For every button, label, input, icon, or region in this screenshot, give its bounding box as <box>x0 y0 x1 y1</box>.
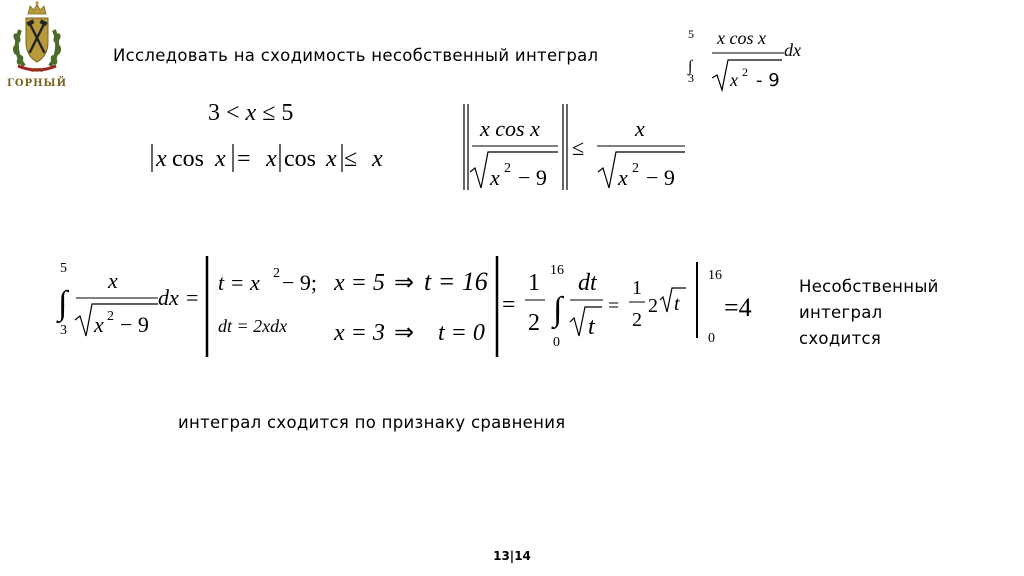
sqrt-icon <box>660 288 686 312</box>
svg-text:=: = <box>237 146 251 172</box>
logo-label: ГОРНЫЙ <box>6 78 68 89</box>
page-number: 13|14 <box>493 549 531 563</box>
differential: dx <box>784 40 801 60</box>
top-integral <box>687 27 801 91</box>
conclusion-text <box>799 274 939 352</box>
integral-sign-icon: ∫ <box>688 58 693 75</box>
bounds-line <box>208 100 293 126</box>
svg-text:2: 2 <box>504 161 511 176</box>
svg-text:t: t <box>588 314 595 340</box>
integral-sign-icon: ∫ <box>58 285 68 322</box>
svg-text:1: 1 <box>528 270 540 296</box>
svg-text:2: 2 <box>632 161 639 176</box>
numerator: x cos x <box>717 28 766 48</box>
conclusion-line: сходится <box>799 329 882 348</box>
svg-text:⇒: ⇒ <box>394 320 415 346</box>
svg-text:x: x <box>215 146 226 172</box>
svg-text:x: x <box>94 312 104 337</box>
radicand: x <box>730 70 738 90</box>
minus-term: - 9 <box>756 70 780 91</box>
svg-text:x: x <box>618 165 628 190</box>
svg-text:2: 2 <box>632 309 642 331</box>
svg-text:3 < x ≤ 5: 3 < x ≤ 5 <box>208 100 294 126</box>
svg-text:0: 0 <box>553 335 560 350</box>
svg-text:dx: dx <box>158 285 179 310</box>
svg-text:≤: ≤ <box>344 146 358 172</box>
svg-text:0: 0 <box>708 331 715 346</box>
svg-text:x: x <box>326 146 337 172</box>
lower-limit: 3 <box>688 71 694 85</box>
svg-text:2: 2 <box>648 295 658 317</box>
svg-text:2: 2 <box>273 266 280 281</box>
svg-text:− 9: − 9 <box>518 165 547 190</box>
svg-text:− 9: − 9 <box>120 312 149 337</box>
svg-text:x: x <box>266 146 277 172</box>
svg-text:t = x: t = x <box>218 270 260 295</box>
svg-text:cos: cos <box>284 146 316 172</box>
svg-text:x cos x: x cos x <box>480 116 540 141</box>
inequality <box>464 104 685 190</box>
svg-text:x = 5: x = 5 <box>334 270 385 296</box>
svg-text:=4: =4 <box>724 293 752 322</box>
upper-limit: 5 <box>688 27 694 41</box>
comparison-note: интеграл сходится по признаку сравнения <box>178 413 566 432</box>
integral-sign-icon: ∫ <box>553 291 563 328</box>
svg-text:x: x <box>108 268 118 293</box>
svg-text:cos: cos <box>172 146 204 172</box>
svg-text:1: 1 <box>632 277 642 299</box>
svg-text:t = 16: t = 16 <box>424 267 488 296</box>
svg-text:16: 16 <box>708 268 722 283</box>
svg-text:x: x <box>635 116 645 141</box>
svg-text:− 9;: − 9; <box>282 270 318 295</box>
svg-text:x: x <box>372 146 383 172</box>
svg-text:2: 2 <box>528 310 540 336</box>
svg-text:=: = <box>608 295 620 317</box>
sqrt-icon <box>570 307 602 336</box>
abs-line <box>152 144 383 172</box>
svg-text:dt: dt <box>578 270 597 296</box>
svg-text:x = 3: x = 3 <box>334 320 385 346</box>
svg-text:⇒: ⇒ <box>394 270 415 296</box>
svg-text:≤: ≤ <box>572 135 585 160</box>
solution <box>56 256 752 357</box>
svg-text:t = 0: t = 0 <box>438 320 485 346</box>
svg-text:=: = <box>186 285 199 310</box>
svg-text:3: 3 <box>60 323 67 338</box>
slide-heading: Исследовать на сходимость несобственный интеграл <box>113 46 599 65</box>
svg-text:2: 2 <box>107 309 114 324</box>
svg-text:dt = 2xdx: dt = 2xdx <box>218 316 288 336</box>
svg-text:=: = <box>502 292 516 318</box>
svg-text:5: 5 <box>60 261 67 276</box>
conclusion-line: Несобственный <box>799 277 939 296</box>
exponent: 2 <box>742 65 748 79</box>
svg-text:− 9: − 9 <box>646 165 675 190</box>
logo-year: 1773 <box>30 68 44 74</box>
svg-text:t: t <box>674 293 680 315</box>
svg-text:16: 16 <box>550 263 564 278</box>
conclusion-line: интеграл <box>799 303 883 322</box>
svg-text:x: x <box>490 165 500 190</box>
svg-text:x: x <box>156 146 167 172</box>
